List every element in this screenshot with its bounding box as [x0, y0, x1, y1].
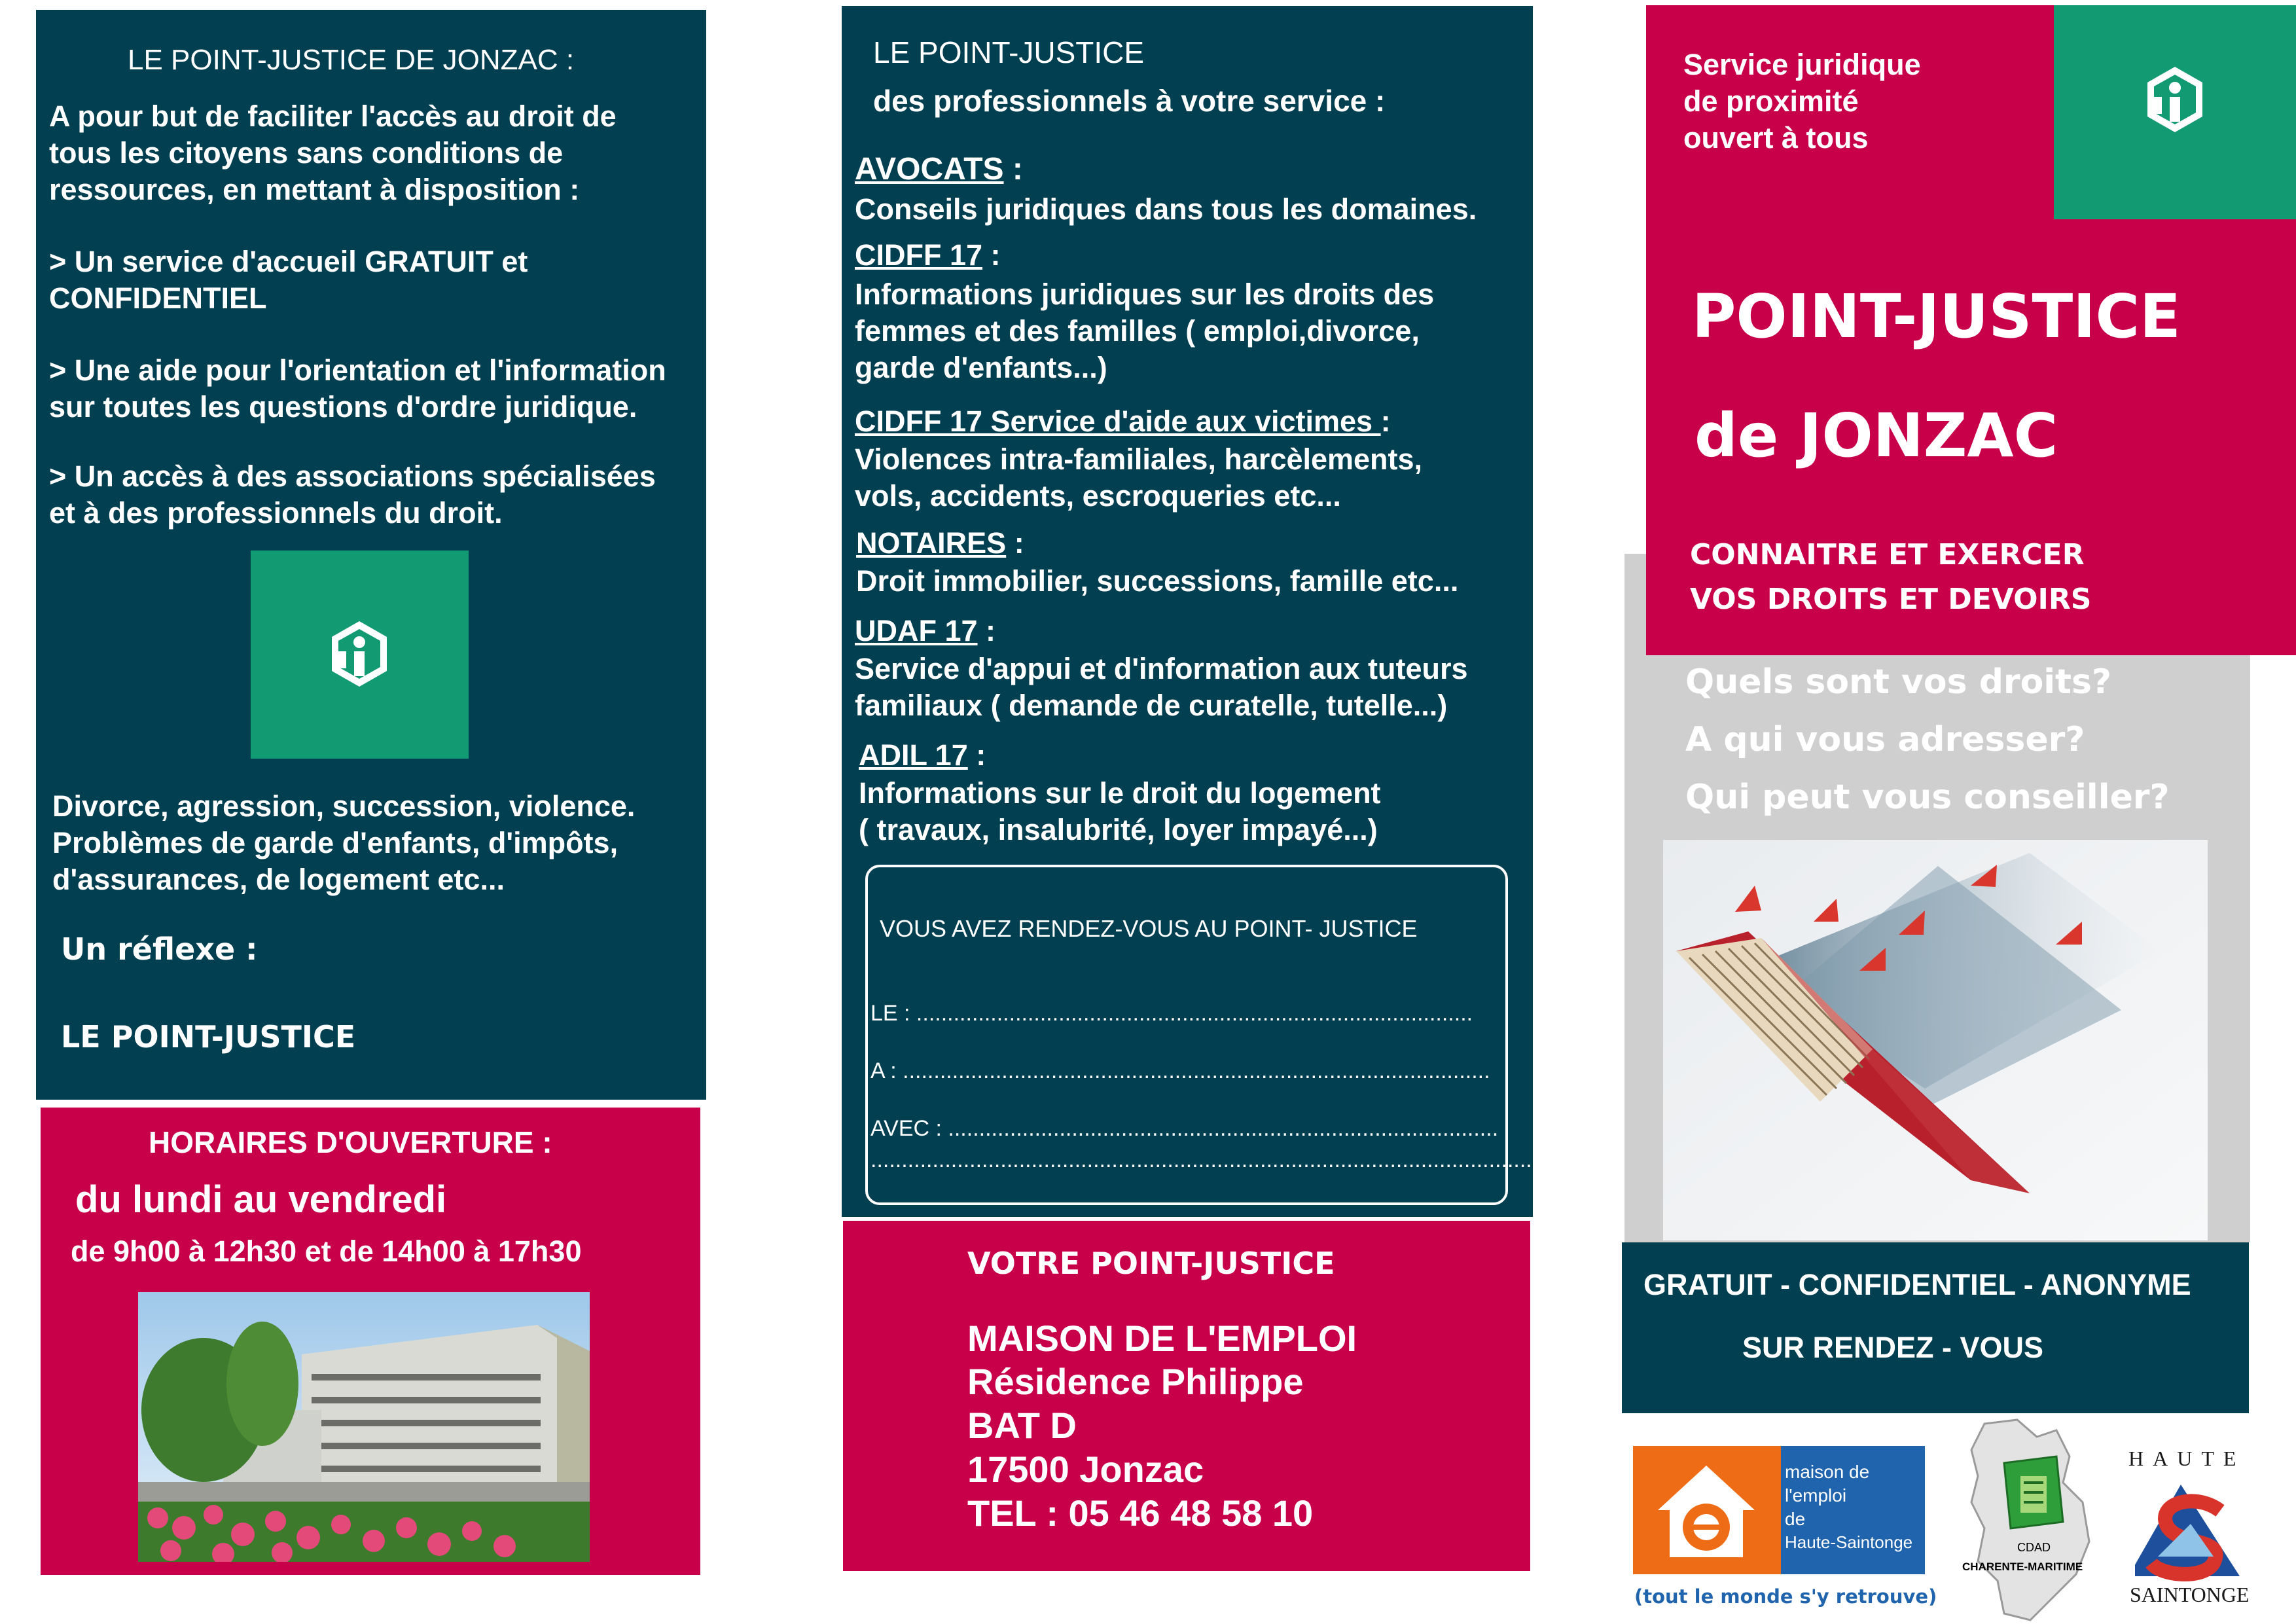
- cover-footer-line-1: GRATUIT - CONFIDENTIEL - ANONYME: [1643, 1268, 2191, 1301]
- house-icon: [1654, 1462, 1759, 1560]
- hours-times: de 9h00 à 12h30 et de 14h00 à 17h30: [71, 1235, 582, 1268]
- service-udaf-desc-2: familiaux ( demande de curatelle, tutelle...): [855, 689, 1448, 722]
- service-avocats-sep: :: [1003, 152, 1023, 187]
- bullet-3-line-2: et à des professionnels du droit.: [49, 496, 503, 530]
- cover-question-2: A qui vous adresser?: [1685, 720, 2085, 759]
- service-avocats-heading: [855, 154, 1023, 185]
- intro-line-1: A pour but de faciliter l'accès au droit de: [49, 99, 617, 133]
- service-notaires-desc-1: Droit immobilier, successions, famille etc...: [856, 564, 1459, 598]
- maison-logo-slogan: (tout le monde s'y retrouve): [1634, 1585, 1937, 1608]
- building-photo: [138, 1292, 590, 1562]
- service-adil-desc-2: ( travaux, insalubrité, loyer impayé...): [859, 813, 1378, 846]
- point-justice-logo-tile: [251, 550, 469, 759]
- cover-title-panel: [1646, 5, 2296, 655]
- appointment-time-field[interactable]: A : ...............................................................................................: [870, 1058, 1490, 1083]
- haute-saintonge-top: HAUTE: [2128, 1447, 2246, 1470]
- appointment-title: VOUS AVEZ RENDEZ-VOUS AU POINT- JUSTICE: [880, 915, 1418, 942]
- hours-days: du lundi au vendredi: [75, 1178, 447, 1221]
- cdad-map-icon: [1958, 1417, 2110, 1624]
- service-victims-desc-2: vols, accidents, escroqueries etc...: [855, 479, 1341, 513]
- maison-emploi-logo: [1633, 1446, 1937, 1617]
- cover-footer-panel: [1622, 1242, 2249, 1413]
- address-title: VOTRE POINT-JUSTICE: [967, 1246, 1335, 1281]
- cdad-logo-line-2: CHARENTE-MARITIME: [1962, 1561, 2083, 1573]
- address-phone: TEL : 05 46 48 58 10: [967, 1492, 1314, 1534]
- haute-saintonge-logo: [2115, 1440, 2266, 1610]
- service-adil-desc-1: Informations sur le droit du logement: [859, 776, 1381, 810]
- hours-title: HORAIRES D'OUVERTURE :: [149, 1125, 552, 1159]
- service-cidff-desc-2: femmes et des familles ( emploi,divorce,: [855, 314, 1420, 348]
- point-justice-logo-icon: [327, 619, 392, 691]
- maison-logo-blue-block: [1781, 1446, 1925, 1574]
- cover-title-line-2: de JONZAC: [1695, 401, 2058, 471]
- service-victims-desc-1: Violences intra-familiales, harcèlements,: [855, 442, 1423, 476]
- service-udaf-heading: [855, 616, 996, 645]
- reflex-brand: LE POINT-JUSTICE: [61, 1019, 356, 1055]
- cover-logo-tile: [2054, 5, 2296, 219]
- intro-line-3: ressources, en mettant à disposition :: [49, 173, 580, 206]
- cover-title-line-1: POINT-JUSTICE: [1692, 281, 2181, 352]
- middle-title-line-1: LE POINT-JUSTICE: [873, 35, 1145, 69]
- service-cidff-sep: :: [982, 238, 1001, 272]
- maison-logo-line-4: Haute-Saintonge: [1785, 1532, 1913, 1552]
- issues-line-3: d'assurances, de logement etc...: [52, 863, 505, 896]
- open-book-illustration: [1663, 840, 2208, 1240]
- professionals-panel: [842, 6, 1563, 1217]
- address-line-4: 17500 Jonzac: [967, 1449, 1204, 1490]
- service-adil-sep: :: [967, 738, 986, 772]
- opening-hours-panel: [41, 1108, 700, 1575]
- haute-saintonge-emblem: [2135, 1478, 2246, 1583]
- cover-footer-line-2: SUR RENDEZ - VOUS: [1742, 1331, 2044, 1364]
- service-udaf-name: UDAF 17: [855, 614, 978, 647]
- service-adil-name: ADIL 17: [859, 738, 968, 772]
- maison-logo-line-1: maison de: [1785, 1462, 1870, 1482]
- bullet-1-line-2: CONFIDENTIEL: [49, 281, 267, 315]
- address-line-2: Résidence Philippe: [967, 1361, 1304, 1402]
- service-cidff-name: CIDFF 17: [855, 238, 983, 272]
- bullet-2-line-2: sur toutes les questions d'ordre juridique.: [49, 390, 637, 424]
- service-notaires-heading: [856, 528, 1024, 558]
- service-avocats-desc-1: Conseils juridiques dans tous les domaines.: [855, 192, 1477, 226]
- cover-tagline-2: de proximité: [1683, 84, 1859, 118]
- appointment-date-label: LE :: [870, 1001, 910, 1026]
- cover-subtitle-line-2: VOS DROITS ET DEVOIRS: [1690, 583, 2092, 616]
- appointment-date-field[interactable]: LE : ..........................................................................................: [870, 1001, 1473, 1026]
- address-panel: [843, 1221, 1530, 1571]
- appointment-card: [865, 865, 1563, 1205]
- issues-line-2: Problèmes de garde d'enfants, d'impôts,: [52, 826, 619, 859]
- service-udaf-desc-1: Service d'appui et d'information aux tuteurs: [855, 652, 1468, 685]
- cover-question-3: Qui peut vous conseiller?: [1685, 778, 2170, 817]
- cover-tagline-1: Service juridique: [1683, 48, 1921, 81]
- service-udaf-sep: :: [977, 614, 996, 647]
- service-adil-heading: [859, 740, 986, 770]
- address-line-1: MAISON DE L'EMPLOI: [967, 1318, 1357, 1359]
- cover-tagline-3: ouvert à tous: [1683, 121, 1869, 154]
- middle-title-line-2: des professionnels à votre service :: [873, 84, 1386, 118]
- address-line-3: BAT D: [967, 1405, 1077, 1446]
- bullet-2-line-1: > Une aide pour l'orientation et l'information: [49, 353, 666, 387]
- service-victims-sep: :: [1380, 405, 1391, 438]
- service-cidff-desc-1: Informations juridiques sur les droits des: [855, 278, 1435, 311]
- cover-question-1: Quels sont vos droits?: [1685, 662, 2112, 702]
- maison-logo-line-3: de: [1785, 1509, 1806, 1529]
- appointment-with-label: AVEC :: [870, 1116, 942, 1141]
- intro-line-2: tous les citoyens sans conditions de: [49, 136, 564, 170]
- left-info-panel: [36, 10, 706, 1100]
- appointment-time-label: A :: [870, 1058, 897, 1083]
- issues-line-1: Divorce, agression, succession, violence.: [52, 789, 636, 823]
- left-panel-title: LE POINT-JUSTICE DE JONZAC :: [128, 44, 575, 76]
- cdad-logo: [1958, 1417, 2110, 1624]
- service-victims-heading: [855, 406, 1391, 436]
- reflex-label: Un réflexe :: [61, 931, 258, 967]
- service-avocats-name: AVOCATS: [855, 152, 1004, 187]
- appointment-extra-line[interactable]: ................................................................................................................: [870, 1147, 1563, 1172]
- service-cidff-heading: [855, 240, 1001, 270]
- cdad-logo-line-1: CDAD: [2017, 1541, 2051, 1554]
- bullet-1-line-1: > Un service d'accueil GRATUIT et: [49, 245, 528, 278]
- service-victims-name: CIDFF 17 Service d'aide aux victimes: [855, 405, 1381, 438]
- maison-logo-line-2: l'emploi: [1785, 1485, 1847, 1506]
- service-notaires-name: NOTAIRES: [856, 526, 1007, 560]
- point-justice-logo-icon: [2142, 64, 2208, 136]
- haute-saintonge-bottom: SAINTONGE: [2130, 1583, 2250, 1606]
- appointment-with-field[interactable]: AVEC : .........................................................................................: [870, 1116, 1499, 1141]
- cover-subtitle-line-1: CONNAITRE ET EXERCER: [1690, 538, 2085, 571]
- service-cidff-desc-3: garde d'enfants...): [855, 351, 1107, 384]
- bullet-3-line-1: > Un accès à des associations spécialisées: [49, 460, 656, 493]
- service-notaires-sep: :: [1006, 526, 1024, 560]
